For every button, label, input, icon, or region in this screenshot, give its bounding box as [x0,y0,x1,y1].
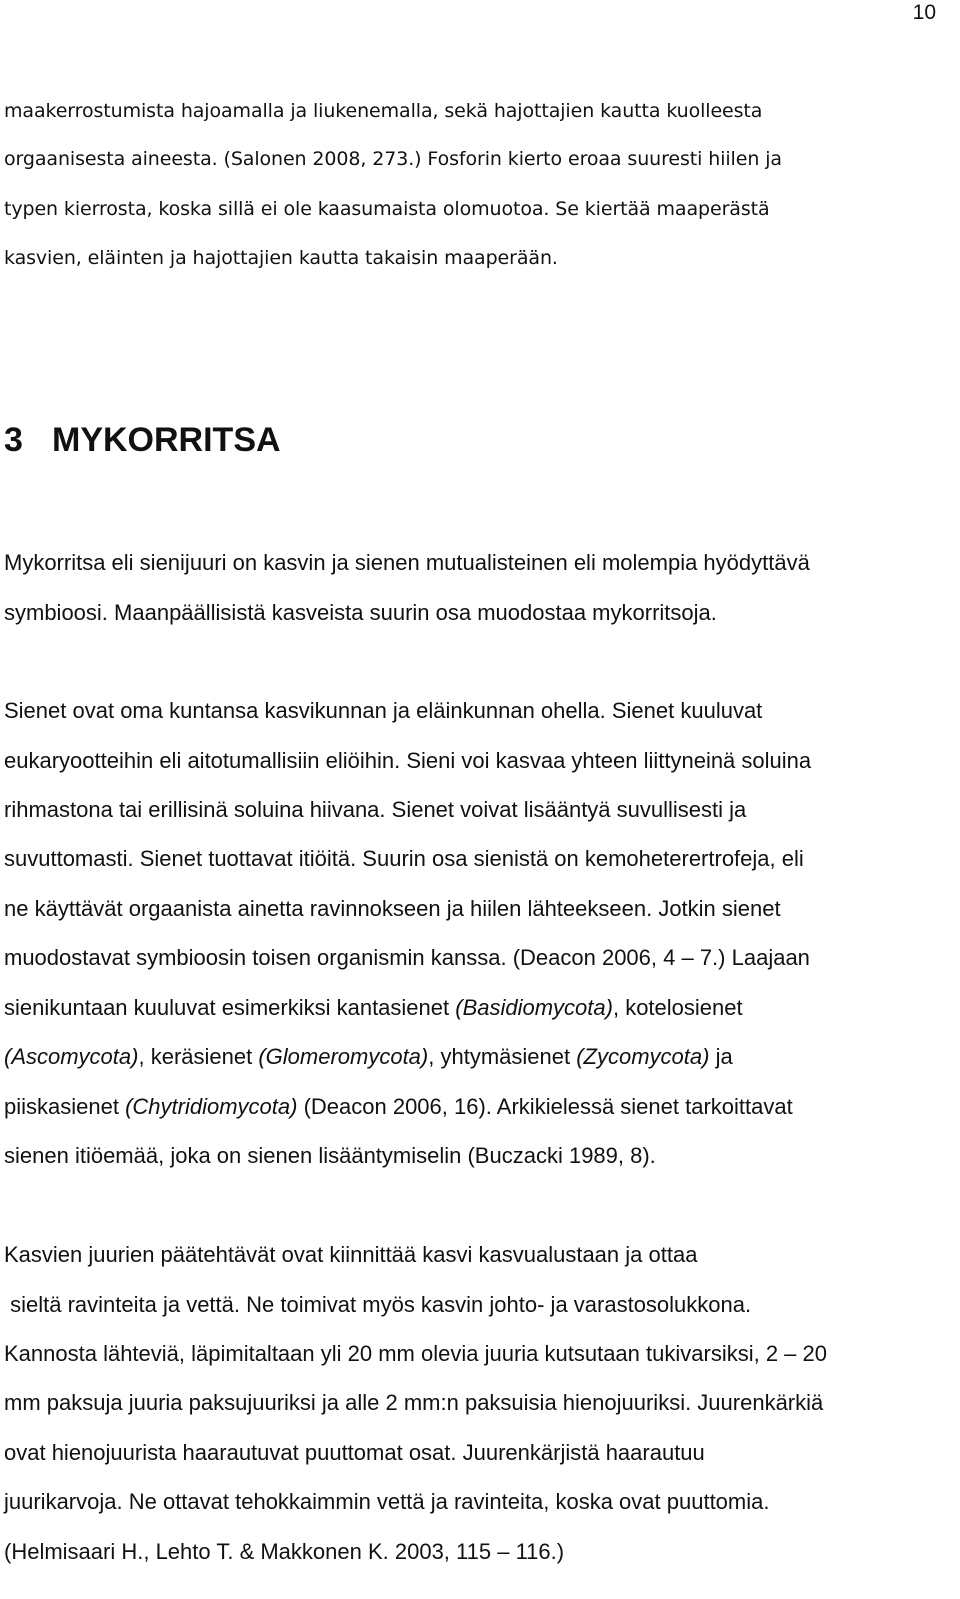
text-line: maakerrostumista hajoamalla ja liukenemalla, sekä hajottajien kautta kuolleesta [4,100,763,122]
taxon-name: (Chytridiomycota) [125,1094,298,1119]
text-run: (Deacon 2006, 16). Arkikielessä sienet tarkoittavat [297,1094,793,1119]
text-line: ovat hienojuurista haarautuvat puuttomat osat. Juurenkärjistä haarautuu [4,1440,705,1465]
text-line: ne käyttävät orgaanista ainetta ravinnokseen ja hiilen lähteekseen. Jotkin sienet [4,896,781,921]
text-line: mm paksuja juuria paksujuuriksi ja alle 2 mm:n paksuisia hienojuuriksi. Juurenkärkiä [4,1390,824,1415]
text-run: , yhtymäsienet [428,1044,577,1069]
text-line: suvuttomasti. Sienet tuottavat itiöitä. Suurin osa sienistä on kemoheterertrofeja, eli [4,846,804,871]
page-number: 10 [912,1,936,24]
section-number: 3 [4,421,23,459]
text-line: muodostavat symbioosin toisen organismin kanssa. (Deacon 2006, 4 – 7.) Laajaan [4,945,810,970]
text-line [4,995,743,1021]
text-line [4,1094,793,1120]
text-line: orgaanisesta aineesta. (Salonen 2008, 273.) Fosforin kierto eroaa suuresti hiilen ja [4,148,782,170]
text-line: kasvien, eläinten ja hajottajien kautta takaisin maaperään. [4,247,558,269]
text-line: eukaryootteihin eli aitotumallisiin eliöihin. Sieni voi kasvaa yhteen liittyneinä soluina [4,748,812,773]
taxon-name: (Zycomycota) [576,1044,710,1069]
text-line: Sienet ovat oma kuntansa kasvikunnan ja eläinkunnan ohella. Sienet kuuluvat [4,698,763,723]
text-run: sienikuntaan kuuluvat esimerkiksi kantasienet [4,995,456,1020]
text-line: Kasvien juurien päätehtävät ovat kiinnittää kasvi kasvualustaan ja ottaa [4,1242,698,1267]
section-title: MYKORRITSA [52,421,281,459]
text-line: Mykorritsa eli sienijuuri on kasvin ja sienen mutualisteinen eli molempia hyödyttävä [4,550,810,575]
text-line [4,1044,733,1070]
taxon-name: (Basidiomycota) [455,995,613,1020]
section-heading [4,420,281,460]
text-line: (Helmisaari H., Lehto T. & Makkonen K. 2003, 115 – 116.) [4,1539,565,1564]
taxon-name: (Ascomycota) [4,1044,139,1069]
text-run: ja [709,1044,733,1069]
taxon-name: (Glomeromycota) [258,1044,429,1069]
text-run: , keräsienet [138,1044,259,1069]
text-line: sienen itiöemää, joka on sienen lisääntymiselin (Buczacki 1989, 8). [4,1143,656,1168]
text-line: rihmastona tai erillisinä soluina hiivana. Sienet voivat lisääntyä suvullisesti ja [4,797,747,822]
text-line: sieltä ravinteita ja vettä. Ne toimivat myös kasvin johto- ja varastosolukkona. [4,1292,752,1317]
text-line: Kannosta lähteviä, läpimitaltaan yli 20 mm olevia juuria kutsutaan tukivarsiksi, 2 – 20 [4,1341,827,1366]
text-run: , kotelosienet [612,995,743,1020]
text-line: juurikarvoja. Ne ottavat tehokkaimmin vettä ja ravinteita, koska ovat puuttomia. [4,1489,770,1514]
text-line: symbioosi. Maanpäällisistä kasveista suurin osa muodostaa mykorritsoja. [4,600,717,625]
text-line: typen kierrosta, koska sillä ei ole kaasumaista olomuotoa. Se kiertää maaperästä [4,198,770,220]
text-run: piiskasienet [4,1094,126,1119]
